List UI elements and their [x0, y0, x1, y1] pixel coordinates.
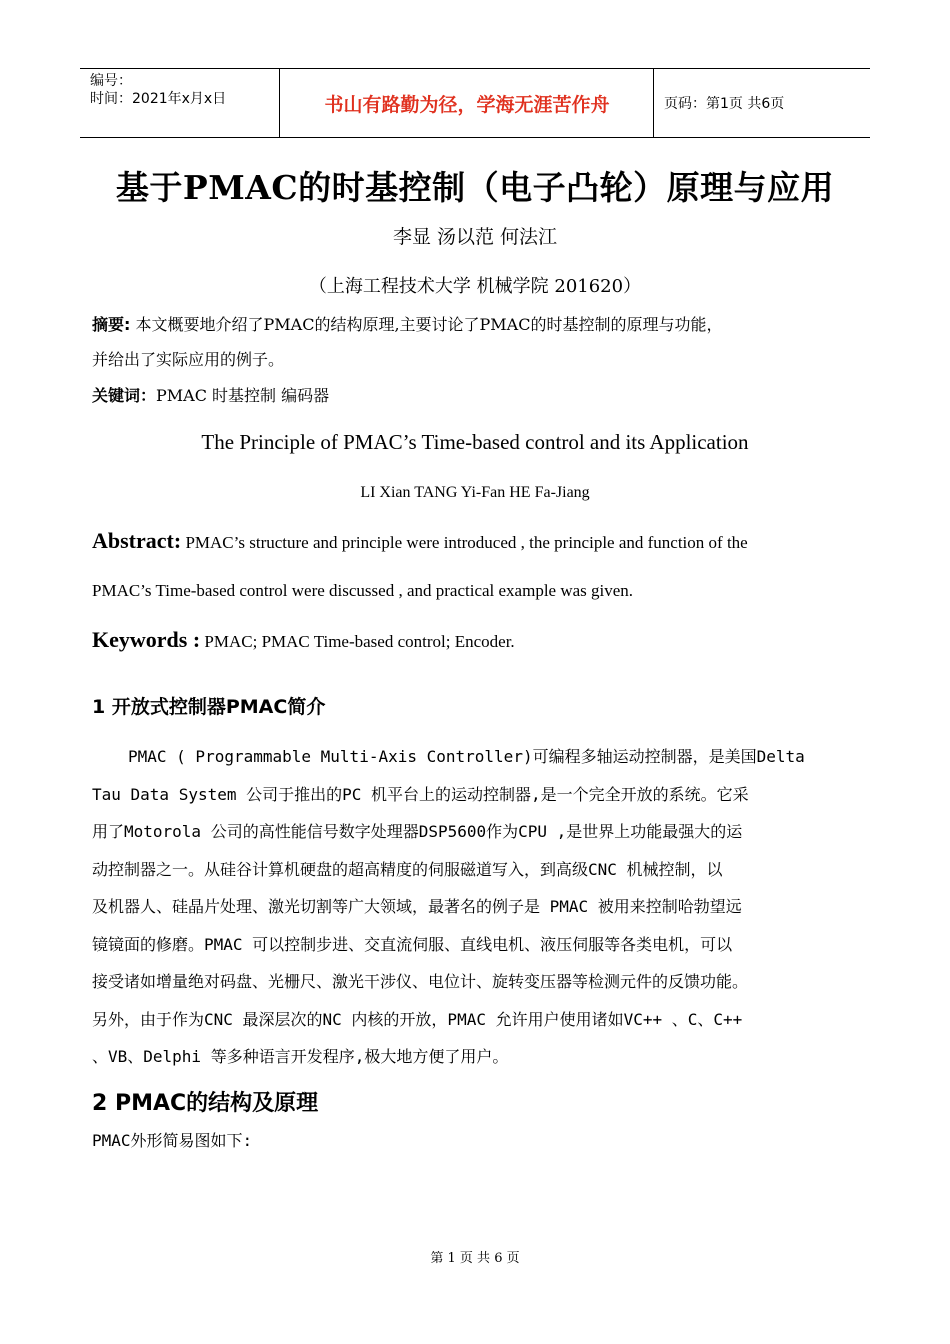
section2-heading: 2 PMAC的结构及原理 — [92, 1091, 319, 1116]
header-page-info: 页码：第1页 共6页 — [664, 96, 785, 112]
time-label: 时间：2021年x月x日 — [90, 91, 227, 107]
abstract-en-label: Abstract: — [92, 528, 182, 553]
keywords-en-label: Keywords : — [92, 627, 201, 652]
abstract-cn-label: 摘要: — [92, 315, 131, 334]
header-motto: 书山有路勤为径，学海无涯苦作舟 — [281, 69, 654, 137]
keywords-cn-text: PMAC 时基控制 编码器 — [156, 386, 330, 405]
page-footer: 第 1 页 共 6 页 — [430, 1251, 520, 1266]
paragraph-line: Tau Data System 公司于推出的PC 机平台上的运动控制器,是一个完全开放的系统。它采 — [92, 784, 749, 804]
abstract-en-line1 — [92, 528, 872, 554]
paragraph-line: 、VB、Delphi 等多种语言开发程序,极大地方便了用户。 — [92, 1047, 509, 1066]
section2-caption: PMAC外形简易图如下: — [92, 1131, 253, 1150]
abstract-en-line2: PMAC’s Time-based control were discussed , and practical example was given. — [92, 581, 634, 600]
paragraph-line: 动控制器之一。从硅谷计算机硬盘的超高精度的伺服磁道写入，到高级CNC 机械控制，以 — [92, 859, 723, 879]
keywords-cn-label: 关键词： — [92, 386, 157, 405]
keywords-en — [92, 627, 515, 653]
abstract-cn-line2: 并给出了实际应用的例子。 — [92, 350, 285, 369]
english-authors: LI Xian TANG Yi-Fan HE Fa-Jiang — [360, 484, 590, 501]
abstract-en-text1: PMAC’s structure and principle were introduced , the principle and function of the — [181, 533, 748, 552]
paragraph-line: PMAC ( Programmable Multi-Axis Controller)可编程多轴运动控制器，是美国Delta — [128, 747, 805, 766]
section1-heading: 1 开放式控制器PMAC简介 — [92, 696, 326, 718]
number-label: 编号： — [90, 73, 132, 89]
paragraph-line: 及机器人、硅晶片处理、激光切割等广大领域，最著名的例子是 PMAC 被用来控制哈勃望远 — [92, 897, 742, 916]
header-meta-cell — [80, 69, 280, 137]
paragraph-line: 用了Motorola 公司的高性能信号数字处理器DSP5600作为CPU ,是世界上功能最强大的运 — [92, 822, 743, 841]
abstract-cn-text1: 本文概要地介绍了PMAC的结构原理,主要讨论了PMAC的时基控制的原理与功能， — [130, 315, 723, 334]
paragraph-line: 接受诸如增量绝对码盘、光栅尺、激光干涉仪、电位计、旋转变压器等检测元件的反馈功能。 — [92, 972, 749, 991]
keywords-cn — [92, 383, 872, 406]
abstract-cn-line1 — [92, 312, 872, 335]
header-table — [80, 68, 870, 138]
keywords-en-text: PMAC; PMAC Time-based control; Encoder. — [200, 632, 515, 651]
english-title: The Principle of PMAC’s Time-based control and its Application — [201, 430, 749, 454]
affiliation: （上海工程技术大学 机械学院 201620） — [308, 276, 642, 297]
paragraph-line: 另外，由于作为CNC 最深层次的NC 内核的开放，PMAC 允许用户使用诸如VC++ 、C、C++ — [92, 1009, 743, 1029]
page-title: 基于PMAC的时基控制（电子凸轮）原理与应用 — [115, 168, 835, 207]
authors-cn: 李显 汤以范 何法江 — [392, 226, 558, 248]
paragraph-line: 镜镜面的修磨。PMAC 可以控制步进、交直流伺服、直线电机、液压伺服等各类电机，可以 — [92, 934, 733, 954]
section1-paragraph — [92, 738, 872, 1076]
